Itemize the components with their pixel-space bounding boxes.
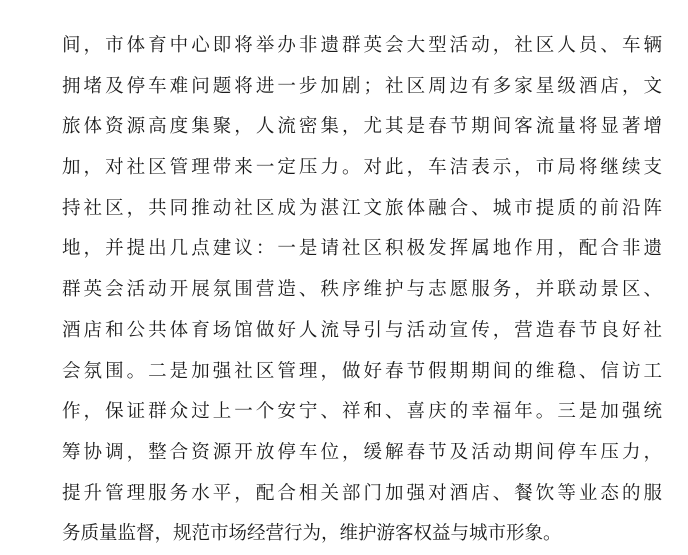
text-line: 作，保证群众过上一个安宁、祥和、喜庆的幸福年。三是加强统 <box>62 401 662 423</box>
text-line: 群英会活动开展氛围营造、秩序维护与志愿服务，并联动景区、 <box>62 279 662 301</box>
text-line: 务质量监督，规范市场经营行为，维护游客权益与城市形象。 <box>62 523 562 545</box>
text-line: 持社区，共同推动社区成为湛江文旅体融合、城市提质的前沿阵 <box>62 197 662 219</box>
text-line: 间，市体育中心即将举办非遗群英会大型活动，社区人员、车辆 <box>62 35 662 56</box>
text-line: 筹协调，整合资源开放停车位，缓解春节及活动期间停车压力， <box>62 441 662 463</box>
text-line: 会氛围。二是加强社区管理，做好春节假期期间的维稳、信访工 <box>62 360 662 382</box>
text-line: 旅体资源高度集聚，人流密集，尤其是春节期间客流量将显著增 <box>62 116 662 138</box>
body-paragraph <box>62 26 662 555</box>
text-line: 加，对社区管理带来一定压力。对此，车洁表示，市局将继续支 <box>62 157 662 179</box>
text-line: 拥堵及停车难问题将进一步加剧；社区周边有多家星级酒店，文 <box>62 75 662 97</box>
text-line: 提升管理服务水平，配合相关部门加强对酒店、餐饮等业态的服 <box>62 482 662 504</box>
text-line: 酒店和公共体育场馆做好人流导引与活动宣传，营造春节良好社 <box>62 319 662 341</box>
text-line: 地，并提出几点建议：一是请社区积极发挥属地作用，配合非遗 <box>62 238 662 260</box>
